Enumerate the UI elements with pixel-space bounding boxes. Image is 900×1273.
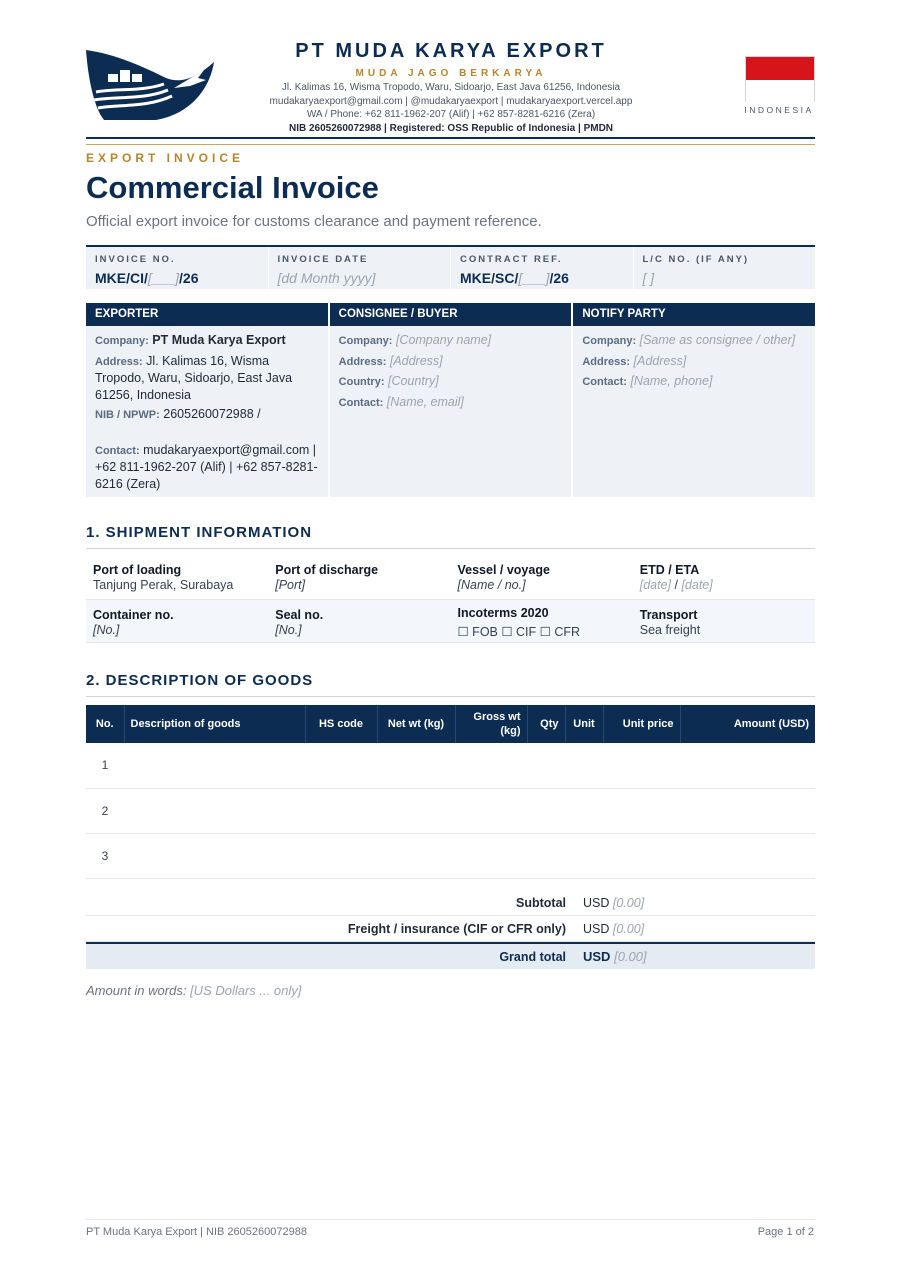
shipment-grid <box>86 557 815 643</box>
company-name: PT MUDA KARYA EXPORT <box>295 40 607 62</box>
port-discharge-value[interactable]: [Port] <box>275 578 306 592</box>
vessel-field <box>451 557 633 599</box>
transport-value: Sea freight <box>639 623 701 637</box>
contract-blank[interactable]: [___] <box>518 270 550 286</box>
consignee-contact-label: Contact: <box>338 396 384 409</box>
col-net-wt: Net wt (kg) <box>377 705 455 743</box>
incoterms-field <box>451 600 633 642</box>
subtotal-value[interactable]: [0.00] <box>612 895 645 910</box>
freight-value[interactable]: [0.00] <box>612 921 645 936</box>
seal-value[interactable]: [No.] <box>275 623 302 637</box>
col-hs-code: HS code <box>305 705 377 743</box>
subtotal-currency: USD <box>583 895 610 910</box>
notify-address-label: Address: <box>582 355 631 368</box>
document-subtitle: Official export invoice for customs clearance and payment reference. <box>86 213 542 230</box>
port-loading-label: Port of loading <box>93 563 182 577</box>
freight-label: Freight / insurance (CIF or CFR only) <box>347 921 566 936</box>
invoice-date-label: INVOICE DATE <box>277 254 369 265</box>
lc-no-field <box>634 247 816 289</box>
row-number: 3 <box>86 833 124 878</box>
goods-table <box>86 705 815 879</box>
contract-ref-field <box>451 247 634 289</box>
document-title: Commercial Invoice <box>86 170 379 205</box>
invoice-no-prefix: MKE/CI/ <box>95 270 148 286</box>
invoice-meta <box>86 245 815 289</box>
footer-divider <box>86 1219 815 1220</box>
table-row[interactable] <box>86 833 815 878</box>
notify-heading: NOTIFY PARTY <box>573 303 815 326</box>
letterhead <box>86 38 815 138</box>
grand-total-label: Grand total <box>499 949 566 964</box>
seal-field <box>268 600 450 642</box>
container-label: Container no. <box>93 608 174 622</box>
subtotal-row <box>86 890 815 916</box>
notify-contact-label: Contact: <box>582 376 627 388</box>
freight-row <box>86 916 815 942</box>
consignee-country[interactable]: [Country] <box>387 374 439 388</box>
exporter-contact-label: Contact: <box>95 444 140 457</box>
goods-table-header <box>86 705 815 743</box>
etd-eta-field <box>633 557 815 599</box>
consignee-contact[interactable]: [Name, email] <box>386 394 464 409</box>
consignee-company-label: Company: <box>338 335 393 347</box>
seal-label: Seal no. <box>275 608 324 622</box>
exporter-address: Jl. Kalimas 16, Wisma Tropodo, Waru, Sidoarjo, East Java 61256, Indonesia <box>95 353 293 402</box>
etd-eta-separator: / <box>671 578 682 592</box>
flag-label: INDONESIA <box>744 105 814 115</box>
port-discharge-label: Port of discharge <box>275 563 379 577</box>
grand-total-value[interactable]: [0.00] <box>614 949 647 964</box>
lc-no-label: L/C NO. (IF ANY) <box>642 254 750 265</box>
amount-in-words-label: Amount in words: <box>86 983 187 998</box>
vessel-label: Vessel / voyage <box>457 563 550 577</box>
contract-ref-label: CONTRACT REF. <box>460 254 563 265</box>
notify-party-card <box>573 303 815 497</box>
freight-currency: USD <box>583 921 610 936</box>
contract-prefix: MKE/SC/ <box>460 270 519 286</box>
col-amount: Amount (USD) <box>680 705 815 743</box>
eta-value[interactable]: [date] <box>681 578 713 592</box>
invoice-date-field <box>269 247 452 289</box>
page-number: Page 1 of 2 <box>757 1226 814 1238</box>
parties-panel <box>86 303 815 497</box>
notify-address[interactable]: [Address] <box>633 353 687 368</box>
exporter-nib: 2605260072988 / <box>163 407 261 421</box>
totals-block <box>86 890 815 969</box>
row-number: 1 <box>86 743 124 788</box>
container-field <box>86 600 268 642</box>
transport-field <box>633 600 815 642</box>
etd-value[interactable]: [date] <box>639 578 672 592</box>
header-divider-accent <box>86 144 815 145</box>
company-registration: NIB 2605260072988 | Registered: OSS Republic of Indonesia | PMDN <box>288 123 614 134</box>
transport-label: Transport <box>639 608 698 622</box>
company-phones: WA / Phone: +62 811-1962-207 (Alif) | +62 857-8281-6216 (Zera) <box>306 109 596 120</box>
col-qty: Qty <box>527 705 565 743</box>
incoterms-checkboxes[interactable]: ☐ FOB ☐ CIF ☐ CFR <box>457 625 581 639</box>
exporter-card <box>86 303 328 497</box>
company-contacts: mudakaryaexport@gmail.com | @mudakaryaexport | mudakaryaexport.vercel.app <box>269 96 633 107</box>
vessel-value[interactable]: [Name / no.] <box>457 578 526 592</box>
incoterms-label: Incoterms 2020 <box>457 606 549 620</box>
port-loading-field <box>86 557 268 599</box>
invoice-no-label: INVOICE NO. <box>95 254 176 265</box>
grand-total-currency: USD <box>583 949 611 964</box>
row-number: 2 <box>86 788 124 833</box>
exporter-company: PT Muda Karya Export <box>152 333 286 347</box>
consignee-address-label: Address: <box>338 355 387 368</box>
notify-company-label: Company: <box>582 335 637 347</box>
container-value[interactable]: [No.] <box>93 623 120 637</box>
grand-total-row <box>86 942 815 969</box>
notify-company[interactable]: [Same as consignee / other] <box>639 333 796 347</box>
goods-divider <box>86 696 815 697</box>
footer-company: PT Muda Karya Export | NIB 2605260072988 <box>86 1226 307 1238</box>
exporter-heading: EXPORTER <box>86 303 328 326</box>
shipment-row <box>86 557 815 600</box>
col-gross-wt: Gross wt (kg) <box>455 705 527 743</box>
shipment-heading: 1. SHIPMENT INFORMATION <box>86 524 313 541</box>
exporter-contact: mudakaryaexport@gmail.com | +62 811-1962-207 (Alif) | +62 857-8281-6216 (Zera) <box>95 442 318 491</box>
invoice-no-field <box>86 247 269 289</box>
port-loading-value: Tanjung Perak, Surabaya <box>93 578 234 592</box>
amount-in-words <box>86 983 301 998</box>
notify-contact[interactable]: [Name, phone] <box>630 374 713 388</box>
contract-suffix: /26 <box>549 270 569 286</box>
amount-in-words-value[interactable]: [US Dollars ... only] <box>190 983 302 998</box>
shipment-row <box>86 600 815 643</box>
lc-no-value[interactable]: [ ] <box>642 270 655 286</box>
company-address: Jl. Kalimas 16, Wisma Tropodo, Waru, Sidoarjo, East Java 61256, Indonesia <box>281 82 621 93</box>
invoice-no-suffix: /26 <box>179 270 199 286</box>
exporter-address-label: Address: <box>95 355 143 368</box>
consignee-heading: CONSIGNEE / BUYER <box>330 303 572 326</box>
col-unit-price: Unit price <box>603 705 680 743</box>
col-unit: Unit <box>565 705 603 743</box>
company-logo <box>86 48 216 120</box>
exporter-company-label: Company: <box>95 335 149 347</box>
company-tagline: MUDA JAGO BERKARYA <box>355 68 547 79</box>
shipment-divider <box>86 548 815 549</box>
etd-eta-label: ETD / ETA <box>639 563 700 577</box>
consignee-country-label: Country: <box>338 376 385 388</box>
port-discharge-field <box>268 557 450 599</box>
document-kicker: EXPORT INVOICE <box>86 151 245 165</box>
indonesia-flag-icon <box>745 56 815 102</box>
col-description: Description of goods <box>124 705 305 743</box>
exporter-nib-label: NIB / NPWP: <box>95 409 160 421</box>
col-no: No. <box>86 705 124 743</box>
table-row[interactable] <box>86 743 815 788</box>
consignee-card <box>330 303 572 497</box>
invoice-date-value[interactable]: [dd Month yyyy] <box>277 270 376 286</box>
goods-heading: 2. DESCRIPTION OF GOODS <box>86 672 314 689</box>
consignee-company[interactable]: [Company name] <box>395 333 492 347</box>
consignee-address[interactable]: [Address] <box>389 353 443 368</box>
invoice-no-blank[interactable]: [___] <box>147 270 180 286</box>
subtotal-label: Subtotal <box>516 895 566 910</box>
table-row[interactable] <box>86 788 815 833</box>
header-divider <box>86 137 815 139</box>
